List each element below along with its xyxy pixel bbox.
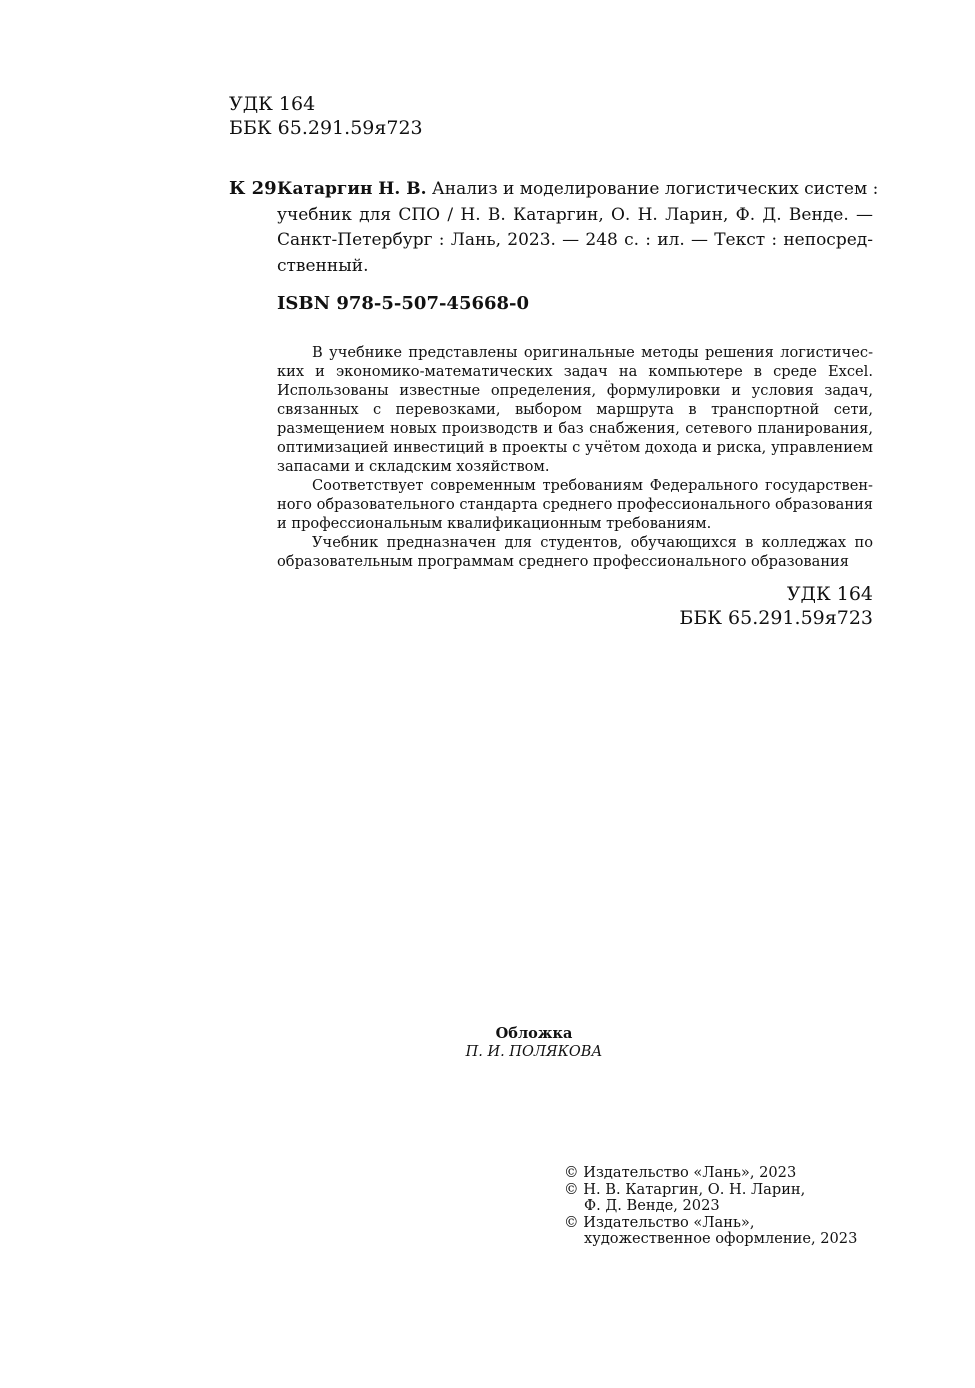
bbk-code: ББК 65.291.59я723 — [679, 607, 873, 629]
cover-label: Обложка — [495, 1025, 573, 1042]
record-line: учебник для СПО / Н. В. Катаргин, О. Н. Ларин, Ф. Д. Венде. — — [277, 204, 873, 225]
udk-bbk-header — [229, 92, 423, 140]
abstract-line: запасами и складским хозяйством. — [277, 458, 550, 475]
abstract-line: образовательным программам среднего профессионального образования — [277, 553, 849, 570]
abstract-line: В учебнике представлены оригинальные методы решения логистичес- — [312, 344, 873, 361]
record-line: Анализ и моделирование логистических систем : — [431, 179, 879, 199]
abstract-line: ких и экономико-математических задач на компьютере в среде Excel. — [277, 363, 873, 380]
copyright-line: © Н. В. Катаргин, О. Н. Ларин, — [564, 1180, 806, 1198]
abstract-line: оптимизацией инвестиций в проекты с учётом дохода и риска, управлением — [277, 439, 873, 456]
abstract-line: Использованы известные определения, формулировки и условия задач, — [277, 382, 873, 399]
copyright-line: © Издательство «Лань», — [564, 1213, 755, 1231]
record-author: Катаргин Н. В. — [277, 179, 427, 199]
udk-bbk-footer — [600, 582, 873, 630]
abstract-line: размещением новых производств и баз снабжения, сетевого планирования, — [277, 420, 873, 437]
abstract-line: Соответствует современным требованиям Федерального государствен- — [312, 477, 873, 494]
isbn: ISBN 978-5-507-45668-0 — [277, 293, 530, 314]
copyright-line: © Издательство «Лань», 2023 — [564, 1164, 797, 1181]
record-line: ственный. — [277, 255, 369, 276]
author-mark: К 29 — [229, 178, 277, 199]
bbk-code: ББК 65.291.59я723 — [229, 117, 423, 139]
udk-code: УДК 164 — [229, 93, 316, 115]
record-line: Санкт-Петербург : Лань, 2023. — 248 с. : ил. — Текст : непосред- — [277, 230, 873, 250]
abstract — [277, 343, 873, 571]
copyright-line: Ф. Д. Венде, 2023 — [584, 1197, 720, 1214]
copyright-line: художественное оформление, 2023 — [584, 1230, 858, 1247]
abstract-line: ного образовательного стандарта среднего профессионального образования — [277, 496, 873, 513]
bibliographic-record — [277, 177, 879, 279]
cover-artist: П. И. ПОЛЯКОВА — [465, 1044, 603, 1060]
abstract-line: связанных с перевозками, выбором маршрута в транспортной сети, — [277, 401, 873, 418]
cover-credit — [420, 1025, 648, 1061]
abstract-line: и профессиональным квалификационным требованиям. — [277, 515, 712, 532]
copyright-block — [564, 1165, 884, 1248]
abstract-line: Учебник предназначен для студентов, обучающихся в колледжах по — [312, 534, 873, 551]
udk-code: УДК 164 — [786, 583, 873, 605]
